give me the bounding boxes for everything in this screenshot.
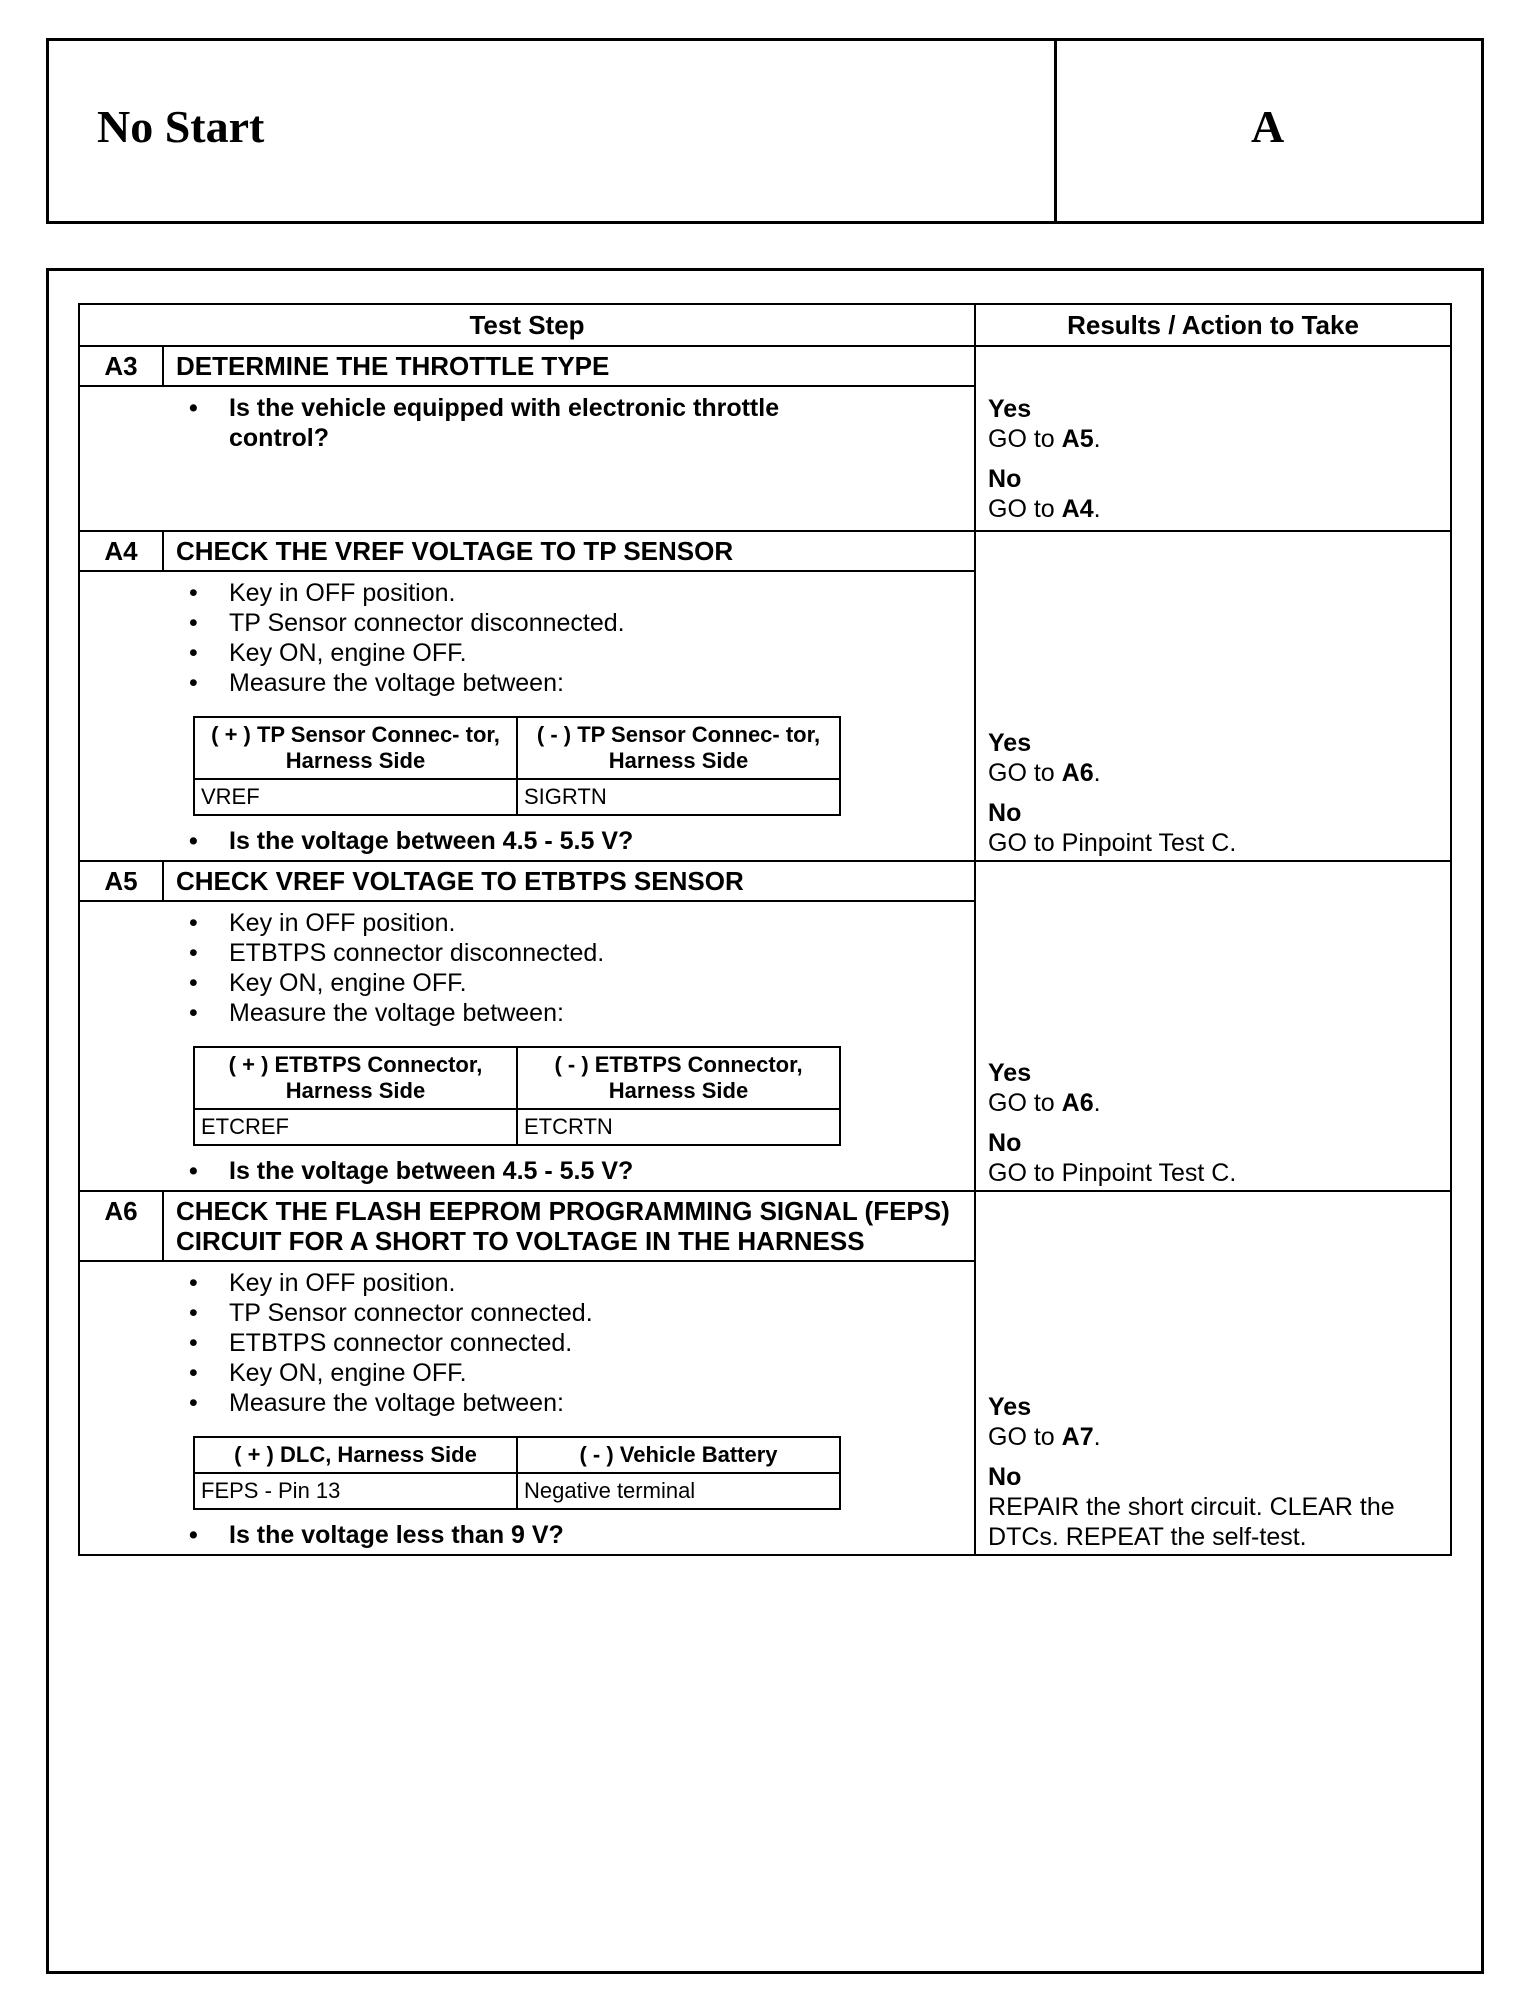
bullet-item: • TP Sensor connector connected. <box>187 1298 962 1328</box>
step-title: CHECK VREF VOLTAGE TO ETBTPS SENSOR <box>163 861 975 901</box>
measurement-table <box>193 1046 841 1146</box>
no-action: REPAIR the short circuit. CLEAR the DTCs. REPEAT the self-test. <box>988 1493 1395 1551</box>
yes-label: Yes <box>988 1393 1032 1421</box>
no-label: No <box>988 465 1022 493</box>
measurement-header-negative: ( - ) ETBTPS Connector, Harness Side <box>517 1047 840 1109</box>
bullet-item: • ETBTPS connector connected. <box>187 1328 962 1358</box>
step-question: • Is the voltage between 4.5 - 5.5 V? <box>175 826 962 856</box>
measurement-value-positive: ETCREF <box>194 1109 517 1145</box>
measurement-value-negative: SIGRTN <box>517 779 840 815</box>
no-target: A4 <box>1061 495 1094 523</box>
step-a3-results <box>975 346 1451 531</box>
yes-label: Yes <box>988 729 1032 757</box>
no-action: GO to Pinpoint Test C. <box>988 829 1237 857</box>
col-header-test-step: Test Step <box>79 304 975 346</box>
step-id: A6 <box>79 1191 163 1261</box>
measurement-table <box>193 716 841 816</box>
step-bullets <box>175 908 962 1028</box>
measurement-header-negative: ( - ) Vehicle Battery <box>517 1437 840 1473</box>
measurement-header-positive: ( + ) DLC, Harness Side <box>194 1437 517 1473</box>
step-a5-results <box>975 861 1451 1191</box>
measurement-header-negative: ( - ) TP Sensor Connec- tor, Harness Side <box>517 717 840 779</box>
measurement-value-negative: ETCRTN <box>517 1109 840 1145</box>
yes-action: GO to A6. <box>988 1089 1101 1117</box>
measurement-value-positive: VREF <box>194 779 517 815</box>
bullet-item: • Key ON, engine OFF. <box>187 968 962 998</box>
header-divider <box>1054 41 1057 221</box>
step-title: DETERMINE THE THROTTLE TYPE <box>163 346 975 386</box>
step-a6-title-row <box>79 1191 1451 1261</box>
step-question: • Is the voltage between 4.5 - 5.5 V? <box>175 1156 962 1186</box>
measurement-header-positive: ( + ) TP Sensor Connec- tor, Harness Side <box>194 717 517 779</box>
header-box <box>46 38 1484 224</box>
no-action: GO to Pinpoint Test C. <box>988 1159 1237 1187</box>
table-header-row <box>79 304 1451 346</box>
measurement-table <box>193 1436 841 1510</box>
yes-action: GO to A7. <box>988 1423 1101 1451</box>
col-header-results: Results / Action to Take <box>975 304 1451 346</box>
no-label: No <box>988 1463 1022 1491</box>
step-question: • Is the voltage less than 9 V? <box>175 1520 962 1550</box>
bullet-item: • Measure the voltage between: <box>187 998 962 1028</box>
bullet-item: • Key ON, engine OFF. <box>187 1358 962 1388</box>
bullet-item: • Measure the voltage between: <box>187 1388 962 1418</box>
step-a5-title-row <box>79 861 1451 901</box>
measurement-value-positive: FEPS - Pin 13 <box>194 1473 517 1509</box>
step-bullets <box>175 1268 962 1418</box>
no-action: GO to A4. <box>988 495 1101 523</box>
bullet-item: • ETBTPS connector disconnected. <box>187 938 962 968</box>
step-title: CHECK THE FLASH EEPROM PROGRAMMING SIGNAL (FEPS) CIRCUIT FOR A SHORT TO VOLTAGE IN THE HARNESS <box>163 1191 975 1261</box>
bullet-item: • Key in OFF position. <box>187 1268 962 1298</box>
measurement-header-positive: ( + ) ETBTPS Connector, Harness Side <box>194 1047 517 1109</box>
yes-target: A6 <box>1061 1089 1094 1117</box>
step-id: A4 <box>79 531 163 571</box>
yes-label: Yes <box>988 395 1032 423</box>
yes-target: A5 <box>1061 425 1094 453</box>
step-bullets <box>175 578 962 698</box>
no-label: No <box>988 799 1022 827</box>
step-a3-title-row <box>79 346 1451 386</box>
step-id: A5 <box>79 861 163 901</box>
no-label: No <box>988 1129 1022 1157</box>
bullet-item: • TP Sensor connector disconnected. <box>187 608 962 638</box>
section-code: A <box>1251 101 1285 152</box>
step-title: CHECK THE VREF VOLTAGE TO TP SENSOR <box>163 531 975 571</box>
bullet-item: • Key ON, engine OFF. <box>187 638 962 668</box>
bullet-item: • Key in OFF position. <box>187 908 962 938</box>
bullet-item: • Key in OFF position. <box>187 578 962 608</box>
step-a4-results <box>975 531 1451 861</box>
step-id: A3 <box>79 346 163 386</box>
bullet-item: • Measure the voltage between: <box>187 668 962 698</box>
yes-label: Yes <box>988 1059 1032 1087</box>
yes-target: A7 <box>1061 1423 1094 1451</box>
yes-action: GO to A5. <box>988 425 1101 453</box>
measurement-value-negative: Negative terminal <box>517 1473 840 1509</box>
test-step-table <box>78 303 1452 1556</box>
step-question: • Is the vehicle equipped with electronic throttle control? <box>175 393 962 453</box>
page-title: No Start <box>97 101 265 152</box>
step-a6-results <box>975 1191 1451 1555</box>
yes-target: A6 <box>1061 759 1094 787</box>
yes-action: GO to A6. <box>988 759 1101 787</box>
step-a4-title-row <box>79 531 1451 571</box>
